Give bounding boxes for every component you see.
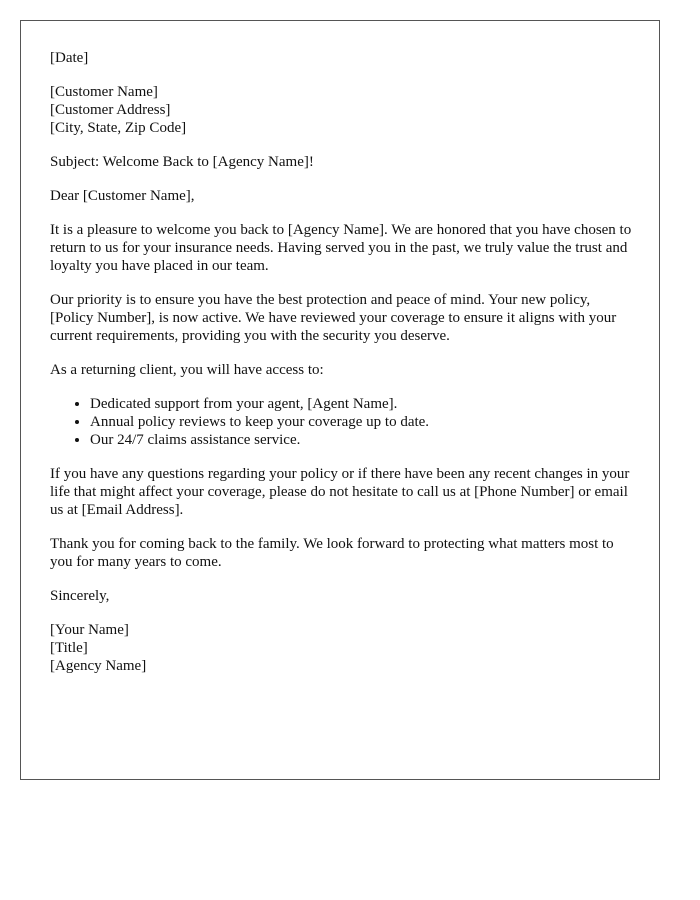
letter-subject: Subject: Welcome Back to [Agency Name]!: [50, 154, 314, 170]
recipient-address: [Customer Address]: [50, 102, 171, 118]
signature-block: [50, 621, 635, 675]
recipient-name: [Customer Name]: [50, 84, 158, 100]
letter-signoff: Sincerely,: [50, 588, 110, 604]
recipient-block: [50, 83, 635, 137]
paragraph-welcome: It is a pleasure to welcome you back to [Agency Name]. We are honored that you have chosen to return to us for your insurance needs. Having served you in the past, we truly value the trust and loyalty you have placed in our team.: [50, 222, 632, 274]
benefits-list: [50, 395, 635, 449]
letter-page: [20, 20, 660, 780]
letter-body: [50, 49, 635, 691]
paragraph-access-intro: As a returning client, you will have access to:: [50, 362, 324, 378]
benefit-item: • Annual policy reviews to keep your coverage up to date.: [90, 413, 635, 431]
recipient-city-state-zip: [City, State, Zip Code]: [50, 120, 187, 136]
signature-name: [Your Name]: [50, 622, 129, 638]
paragraph-questions: If you have any questions regarding your policy or if there have been any recent changes in your life that might affect your coverage, please do not hesitate to call us at [Phone Number] or email us at [Email Address].: [50, 466, 630, 518]
signature-agency: [Agency Name]: [50, 658, 147, 674]
signature-title: [Title]: [50, 640, 88, 656]
benefit-item: • Dedicated support from your agent, [Agent Name].: [90, 395, 635, 413]
letter-date: [Date]: [50, 50, 89, 66]
paragraph-policy: Our priority is to ensure you have the best protection and peace of mind. Your new policy, [Policy Number], is now active. We have reviewed your coverage to ensure it aligns with your current requirements, providing you with the security you deserve.: [50, 292, 617, 344]
paragraph-thanks: Thank you for coming back to the family. We look forward to protecting what matters most to you for many years to come.: [50, 536, 614, 570]
benefit-item: • Our 24/7 claims assistance service.: [90, 431, 635, 449]
letter-salutation: Dear [Customer Name],: [50, 188, 195, 204]
